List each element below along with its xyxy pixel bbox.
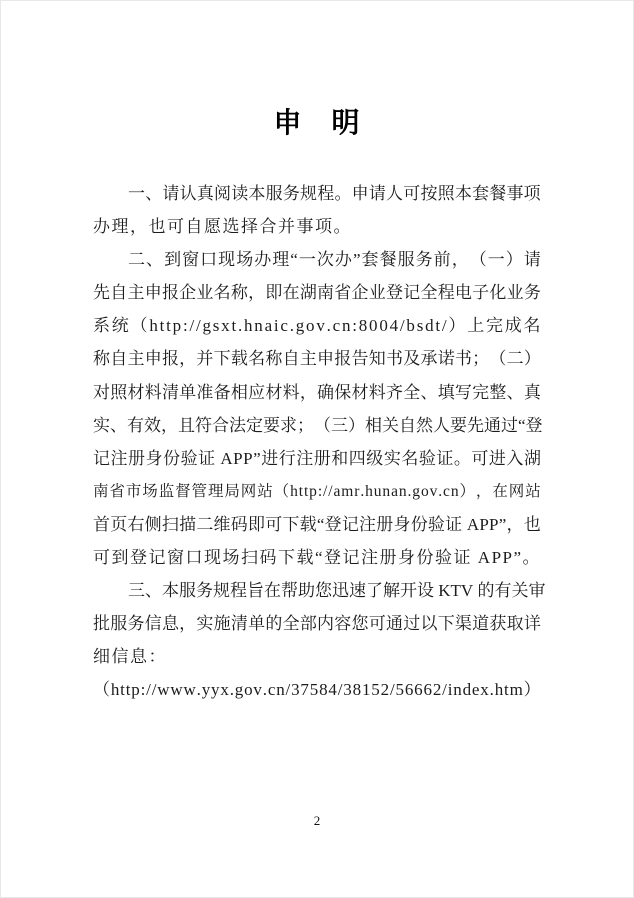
- text-line: 首 页 右 侧 扫 描 二 维 码 即 可 下 载 “ 登 记 注 册 身 份 验 证 A P P ” ， 也: [93, 514, 541, 534]
- text-line: 一 、 请 认 真 阅 读 本 服 务 规 程 。 申 请 人 可 按 照 本 套 餐 事 项: [128, 184, 541, 203]
- text-line: 办理，也可自愿选择合并事项。: [93, 217, 352, 237]
- document-title: 申 明: [273, 108, 361, 139]
- text-line: 三 、 本 服 务 规 程 旨 在 帮 助 您 迅 速 了 解 开 设 K T V 的 有 关 审: [128, 581, 546, 601]
- text-line: 系 统 （ h t t p : / / g s x t . h n a i c . g o v . c n : 8 0 0 4 / b s d t / ） 上 完 成 名: [93, 316, 541, 336]
- text-line: 可到登记窗口现场扫码下载“登记注册身份验证 APP”。: [93, 548, 542, 568]
- body-text: [93, 177, 546, 707]
- text-line: 二 、 到 窗 口 现 场 办 理 “ 一 次 办 ” 套 餐 服 务 前 ， （ 一 ） 请: [128, 250, 541, 270]
- text-line: 细信息：: [93, 647, 167, 667]
- text-line: 对 照 材 料 清 单 准 备 相 应 材 料 ， 确 保 材 料 齐 全 、 填 写 完 整 、 真: [93, 382, 541, 402]
- text-line: 实 、 有 效 ， 且 符 合 法 定 要 求 ； （ 三 ） 相 关 自 然 人 要 先 通 过 “ 登: [93, 415, 543, 435]
- text-line: 称 自 主 申 报 ， 并 下 载 名 称 自 主 申 报 告 知 书 及 承 诺 书 ； （ 二 ）: [93, 349, 541, 369]
- text-line: 记 注 册 身 份 验 证 A P P ” 进 行 注 册 和 四 级 实 名 验 证 。 可 进 入 湖: [93, 448, 541, 468]
- text-line: 批 服 务 信 息 ， 实 施 清 单 的 全 部 内 容 您 可 通 过 以 下 渠 道 获 取 详: [93, 614, 541, 634]
- text-line: 先 自 主 申 报 企 业 名 称 ， 即 在 湖 南 省 企 业 登 记 全 程 电 子 化 业 务: [93, 283, 541, 303]
- text-line: （ h t t p : / / w w w . y y x . g o v . c n / 3 7 5 8 4 / 3 8 1 5 2 / 5 6 6 6 2 / i n d e x . h t m ）: [93, 680, 541, 700]
- page-number: 2: [313, 813, 321, 828]
- text-line: 南 省 市 场 监 督 管 理 局 网 站 （ h t t p : / / a m r . h u n a n . g o v . c n ） ， 在 网 站: [93, 482, 541, 500]
